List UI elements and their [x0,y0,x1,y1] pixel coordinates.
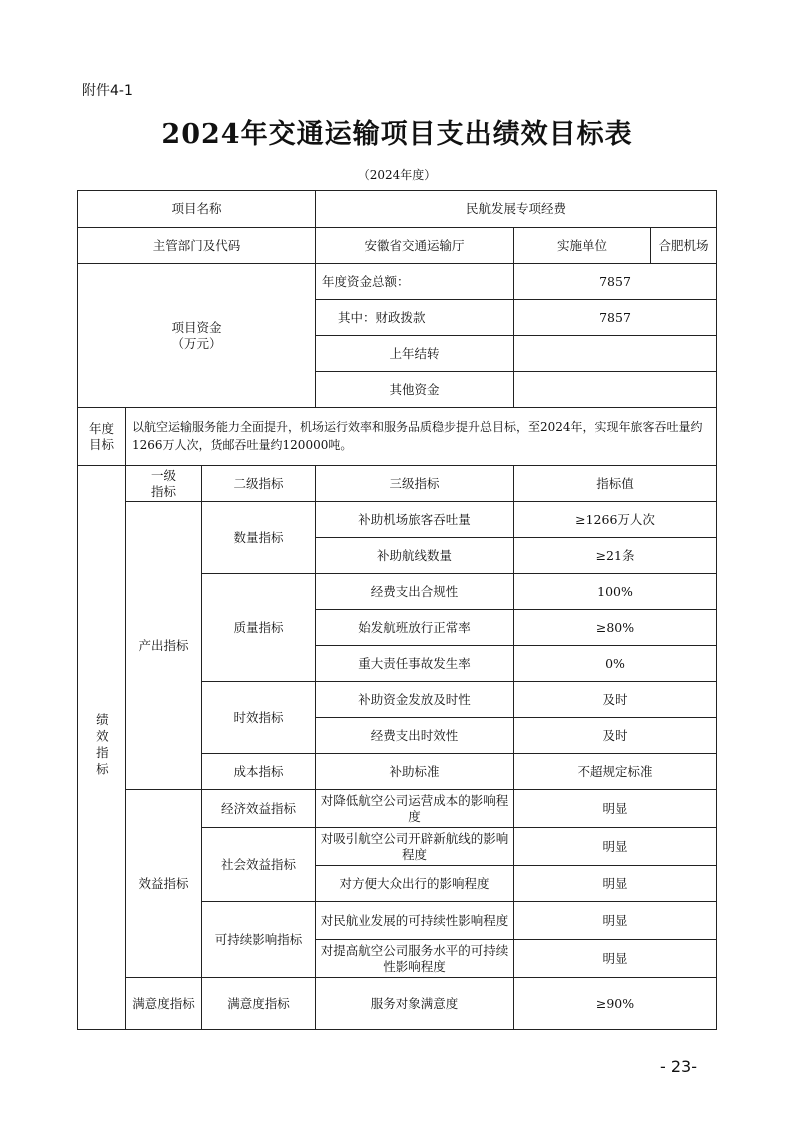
funds-fiscal-label: 其中：财政拨款 [316,300,514,336]
perf-side-cell [78,466,126,1030]
project-name-label: 项目名称 [78,191,316,228]
quantity-label: 数量指标 [202,502,316,574]
indicator-value: 明显 [514,940,717,978]
header-level3: 三级指标 [316,466,514,502]
satisfaction-label: 满意度指标 [126,978,202,1030]
funds-other-value [514,372,717,408]
indicator-row [78,502,717,538]
indicator-value: 及时 [514,682,717,718]
header-value: 指标值 [514,466,717,502]
year-note: （2024年度） [357,168,437,182]
indicator-value: 明显 [514,828,717,866]
indicator-row [78,978,717,1030]
header-level1-cell [126,466,202,502]
dept-label: 主管部门及代码 [78,228,316,264]
goal-label-line-1: 年度 [88,420,114,436]
cost-label: 成本指标 [202,754,316,790]
indicator-value: ≥80% [514,610,717,646]
indicator-name: 对民航业发展的可持续性影响程度 [316,902,514,940]
indicator-value: ≥21条 [514,538,717,574]
output-label: 产出指标 [126,502,202,790]
indicator-value: 明显 [514,902,717,940]
indicator-value: 0% [514,646,717,682]
goal-label-cell [78,408,126,466]
satisfaction-sub-label: 满意度指标 [202,978,316,1030]
indicator-value: ≥90% [514,978,717,1030]
indicator-name: 补助航线数量 [316,538,514,574]
goal-label-line-2: 目标 [88,436,114,452]
timeliness-label: 时效指标 [202,682,316,754]
indicator-name: 经费支出时效性 [316,718,514,754]
impl-label: 实施单位 [514,228,651,264]
funds-label: 项目资金 [171,319,222,335]
funds-total-value: 7857 [514,264,717,300]
funds-other-label: 其他资金 [316,372,514,408]
annex-label: 附件4-1 [82,83,133,99]
funds-unit: （万元） [171,335,222,351]
funds-carryover-value [514,336,717,372]
project-name-row [78,191,717,228]
impl-value: 合肥机场 [651,228,717,264]
indicator-name: 始发航班放行正常率 [316,610,514,646]
indicator-value: 明显 [514,790,717,828]
indicator-name: 补助机场旅客吞吐量 [316,502,514,538]
indicator-name: 重大责任事故发生率 [316,646,514,682]
header-level2: 二级指标 [202,466,316,502]
header-level1-line-1: 一级 [150,467,176,483]
document-title: 2024年交通运输项目支出绩效目标表 [161,119,633,150]
funds-row [78,264,717,300]
indicator-value: 及时 [514,718,717,754]
benefit-label: 效益指标 [126,790,202,978]
indicator-row [78,790,717,828]
funds-label-cell [78,264,316,408]
indicator-name: 对降低航空公司运营成本的影响程度 [316,790,514,828]
perf-side-label: 绩效指标 [94,712,110,779]
dept-value: 安徽省交通运输厅 [316,228,514,264]
header-level1-line-2: 指标 [150,483,176,499]
project-name-value: 民航发展专项经费 [316,191,717,228]
indicator-value: 100% [514,574,717,610]
page-number: - 23- [660,1057,697,1076]
goal-text: 以航空运输服务能力全面提升，机场运行效率和服务品质稳步提升总目标，至2024年，实现年旅客吞吐量约1266万人次，货邮吞吐量约120000吨。 [126,408,717,466]
indicator-name: 经费支出合规性 [316,574,514,610]
sustain-label: 可持续影响指标 [202,902,316,978]
funds-fiscal-value: 7857 [514,300,717,336]
indicator-name: 补助资金发放及时性 [316,682,514,718]
dept-row [78,228,717,264]
goal-row [78,408,717,466]
funds-carryover-label: 上年结转 [316,336,514,372]
indicator-name: 对方便大众出行的影响程度 [316,866,514,902]
economic-label: 经济效益指标 [202,790,316,828]
indicator-value: 明显 [514,866,717,902]
indicator-name: 服务对象满意度 [316,978,514,1030]
quality-label: 质量指标 [202,574,316,682]
indicator-value: ≥1266万人次 [514,502,717,538]
indicator-value: 不超规定标准 [514,754,717,790]
funds-total-label: 年度资金总额： [316,264,514,300]
perf-header-row [78,466,717,502]
indicator-name: 对吸引航空公司开辟新航线的影响程度 [316,828,514,866]
indicator-name: 补助标准 [316,754,514,790]
indicator-name: 对提高航空公司服务水平的可持续性影响程度 [316,940,514,978]
performance-target-table [77,190,717,1030]
social-label: 社会效益指标 [202,828,316,902]
